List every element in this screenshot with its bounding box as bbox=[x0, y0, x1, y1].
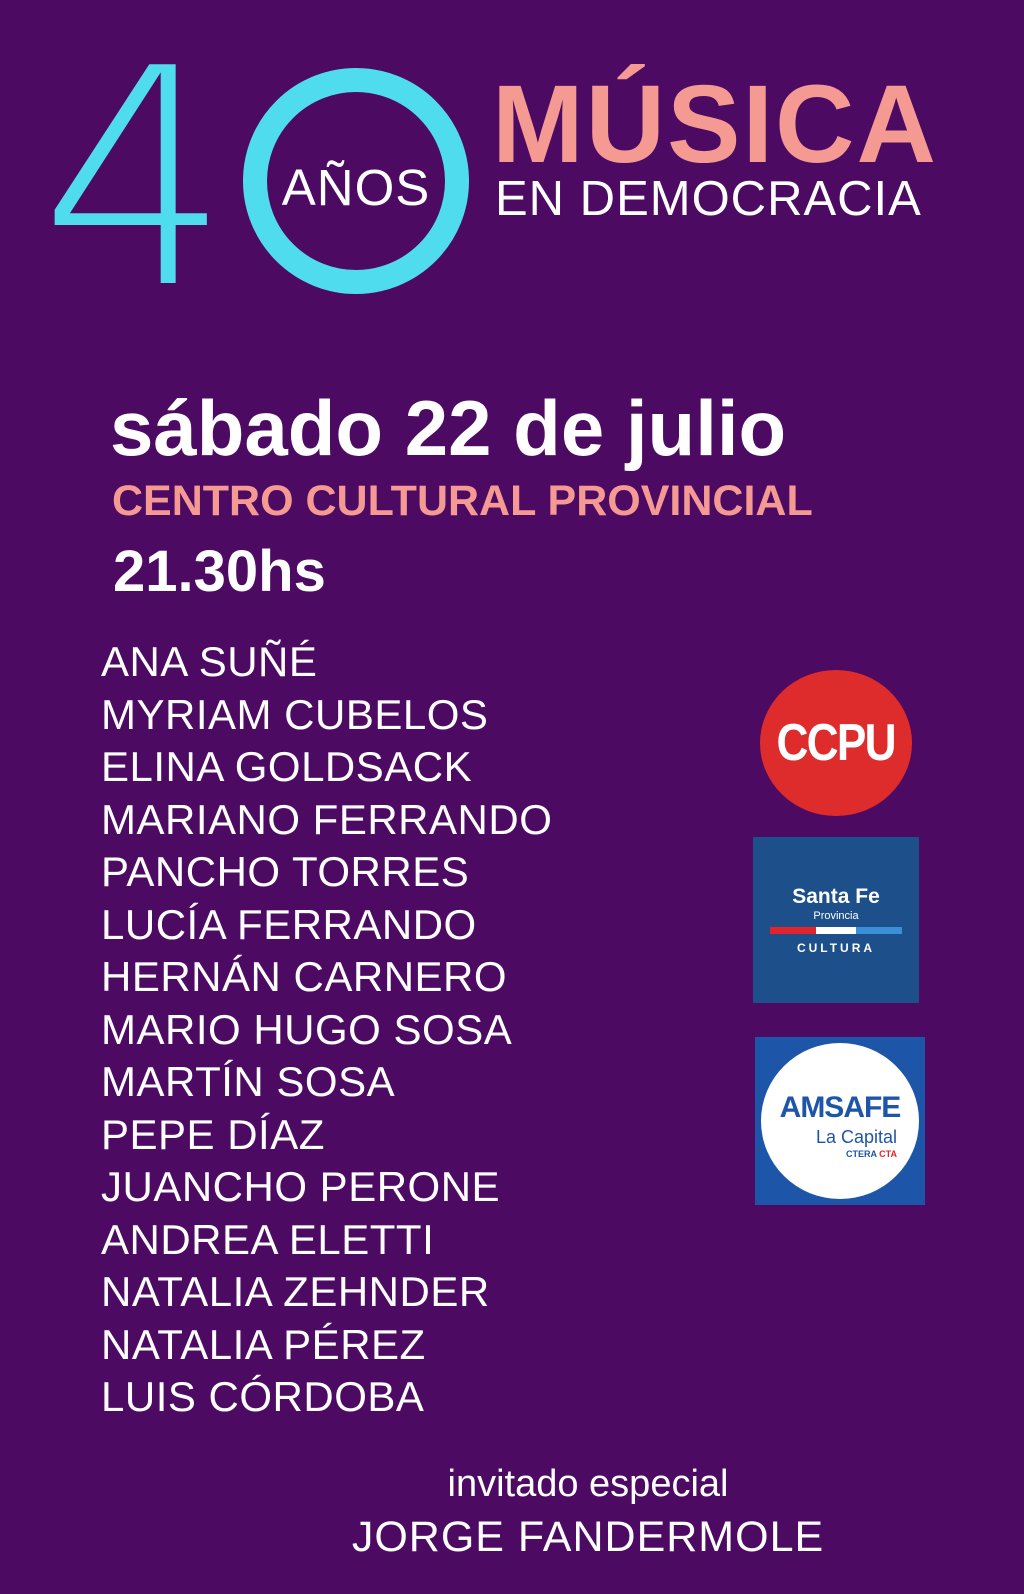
amsafe-logo-tagline bbox=[761, 1149, 919, 1159]
amsafe-logo-circle bbox=[761, 1043, 919, 1199]
artist-name: ANDREA ELETTI bbox=[101, 1215, 435, 1263]
ccpu-logo bbox=[760, 670, 912, 816]
event-time: 21.30hs bbox=[113, 539, 326, 604]
artist-name: ELINA GOLDSACK bbox=[101, 743, 473, 790]
santa-fe-logo-subtitle: Provincia bbox=[813, 910, 859, 922]
amsafe-tag-cta: CTA bbox=[879, 1149, 897, 1159]
anos-label: AÑOS bbox=[281, 159, 431, 216]
artist-name: HERNÁN CARNERO bbox=[101, 953, 508, 1000]
ccpu-logo-text: CCPU bbox=[776, 714, 896, 772]
santa-fe-cultura-logo bbox=[753, 837, 919, 1003]
santa-fe-logo-title: Santa Fe bbox=[792, 885, 880, 908]
artist-name: NATALIA PÉREZ bbox=[101, 1320, 426, 1368]
event-date: sábado 22 de julio bbox=[110, 384, 787, 472]
artist-name: MARTÍN SOSA bbox=[101, 1058, 396, 1105]
forty-numeral-four: 4 bbox=[40, 5, 231, 354]
artist-name: LUIS CÓRDOBA bbox=[101, 1373, 425, 1420]
santa-fe-flag-stripe-white bbox=[816, 927, 856, 934]
artist-name: JUANCHO PERONE bbox=[101, 1163, 501, 1210]
artist-lineup bbox=[101, 636, 552, 1424]
artist-name: ANA SUÑÉ bbox=[101, 638, 318, 685]
artist-name: MARIANO FERRANDO bbox=[101, 795, 553, 843]
artist-name: LUCÍA FERRANDO bbox=[101, 900, 477, 948]
santa-fe-flag-stripe-red bbox=[770, 927, 816, 934]
artist-name: NATALIA ZEHNDER bbox=[101, 1268, 490, 1315]
artist-name: PANCHO TORRES bbox=[101, 848, 470, 895]
event-venue: CENTRO CULTURAL PROVINCIAL bbox=[112, 477, 813, 525]
artist-name: PEPE DÍAZ bbox=[101, 1110, 325, 1158]
artist-name: MARIO HUGO SOSA bbox=[101, 1005, 513, 1053]
amsafe-tag-ctera: CTERA bbox=[845, 1149, 877, 1159]
musica-title: MÚSICA bbox=[492, 63, 938, 186]
amsafe-logo bbox=[755, 1037, 925, 1205]
santa-fe-flag-stripe-blue bbox=[856, 927, 902, 934]
santa-fe-logo-cultura: CULTURA bbox=[796, 941, 876, 955]
special-guest-name: JORGE FANDERMOLE bbox=[351, 1513, 825, 1561]
amsafe-logo-subtitle: La Capital bbox=[815, 1127, 897, 1147]
amsafe-logo-title: AMSAFE bbox=[779, 1091, 901, 1124]
special-guest-label: invitado especial bbox=[447, 1463, 729, 1505]
artist-name: MYRIAM CUBELOS bbox=[101, 690, 489, 738]
democracia-subtitle: EN DEMOCRACIA bbox=[495, 172, 922, 226]
